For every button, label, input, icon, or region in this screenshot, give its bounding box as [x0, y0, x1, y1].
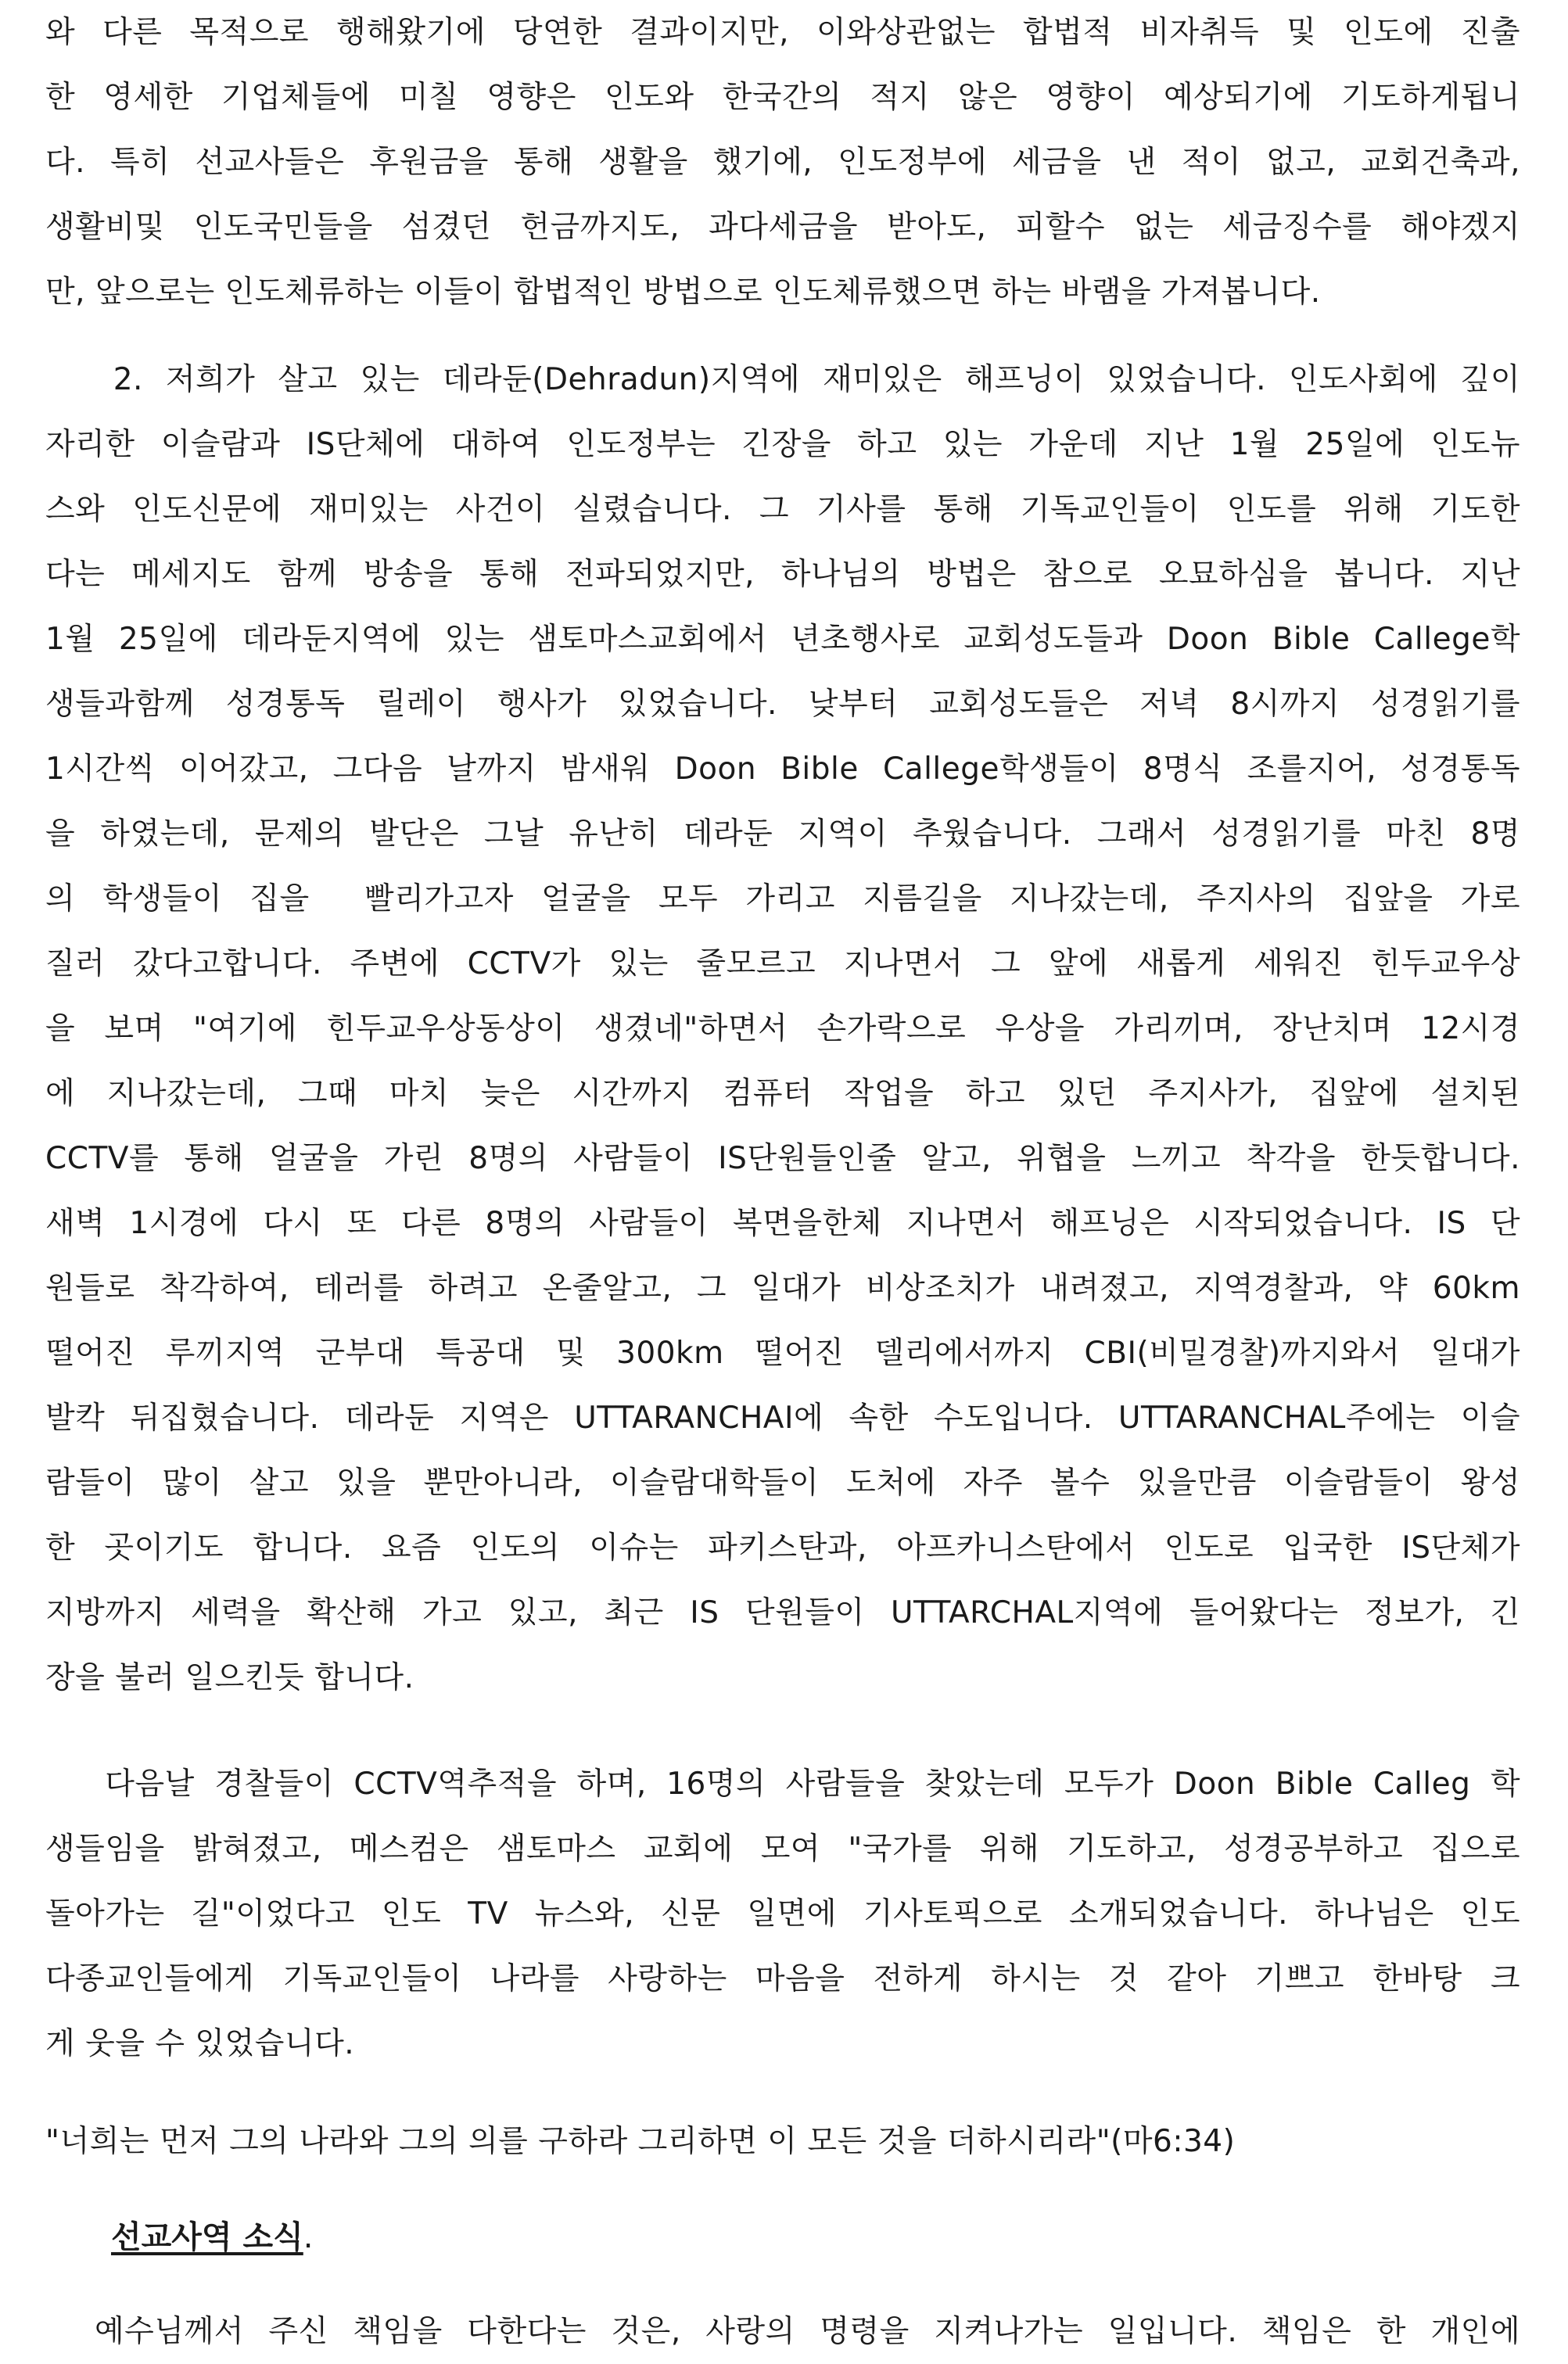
section-heading-period: . [303, 2219, 314, 2255]
section-heading-text: 선교사역 소식 [111, 2219, 303, 2255]
text-line: 1시간씩 이어갔고, 그다음 날까지 밤새워 Doon Bible Callege학생들이 8명식 조를지어, 성경통독 [45, 752, 1520, 787]
paragraph-police-follow-up [45, 1752, 1520, 2076]
bible-quote [45, 2109, 1520, 2174]
text-line: 떨어진 루끼지역 군부대 특공대 및 300km 떨어진 델리에서까지 CBI(비밀경찰)까지와서 일대가 [45, 1336, 1520, 1371]
paragraph-visa-tax [45, 0, 1520, 325]
text-line: 다종교인들에게 기독교인들이 나라를 사랑하는 마음을 전하게 하시는 것 같아 기쁘고 한바탕 크 [45, 1961, 1520, 1996]
text-line: 다는 메세지도 함께 방송을 통해 전파되었지만, 하나님의 방법은 참으로 오묘하심을 봅니다. 지난 [45, 557, 1520, 592]
text-line: 한 곳이기도 합니다. 요즘 인도의 이슈는 파키스탄과, 아프카니스탄에서 인도로 입국한 IS단체가 [45, 1530, 1520, 1566]
text-line: 장을 불러 일으킨듯 합니다. [45, 1660, 414, 1695]
text-line: 원들로 착각하여, 테러를 하려고 온줄알고, 그 일대가 비상조치가 내려졌고, 지역경찰과, 약 60km [45, 1271, 1520, 1306]
text-line: 새벽 1시경에 다시 또 다른 8명의 사람들이 복면을한체 지나면서 해프닝은 시작되었습니다. IS 단 [45, 1206, 1520, 1241]
text-line: 을 보며 "여기에 힌두교우상동상이 생겼네"하면서 손가락으로 우상을 가리끼며, 장난치며 12시경 [45, 1011, 1520, 1046]
text-line: 질러 갔다고합니다. 주변에 CCTV가 있는 줄모르고 지나면서 그 앞에 새롭게 세워진 힌두교우상 [45, 946, 1520, 981]
text-line: 의 학생들이 집을 빨리가고자 얼굴을 모두 가리고 지름길을 지나갔는데, 주지사의 집앞을 가로 [45, 881, 1520, 917]
text-line: CCTV를 통해 얼굴을 가린 8명의 사람들이 IS단원들인줄 알고, 위협을 느끼고 착각을 한듯합니다. [45, 1141, 1520, 1176]
text-line: 람들이 많이 살고 있을 뿐만아니라, 이슬람대학들이 도처에 자주 볼수 있을만큼 이슬람들이 왕성 [45, 1465, 1520, 1501]
text-line: 한 영세한 기업체들에 미칠 영향은 인도와 한국간의 적지 않은 영향이 예상되기에 기도하게됩니 [45, 80, 1520, 115]
paragraph-mission-news [45, 2299, 1520, 2364]
text-line: 만, 앞으로는 인도체류하는 이들이 합법적인 방법으로 인도체류했으면 하는 바램을 가져봅니다. [45, 274, 1321, 310]
text-line: 생들과함께 성경통독 릴레이 행사가 있었습니다. 낮부터 교회성도들은 저녁 8시까지 성경읽기를 [45, 687, 1520, 722]
text-line: 생들임을 밝혀졌고, 메스컴은 샘토마스 교회에 모여 "국가를 위해 기도하고, 성경공부하고 집으로 [45, 1831, 1520, 1867]
text-line: 와 다른 목적으로 행해왔기에 당연한 결과이지만, 이와상관없는 합법적 비자취득 및 인도에 진출 [45, 15, 1520, 50]
text-line: 게 웃을 수 있었습니다. [45, 2026, 355, 2061]
text-line: 다. 특히 선교사들은 후원금을 통해 생활을 했기에, 인도정부에 세금을 낸 적이 없고, 교회건축과, [45, 145, 1520, 180]
text-line: 발칵 뒤집혔습니다. 데라둔 지역은 UTTARANCHAI에 속한 수도입니다. UTTARANCHAL주에는 이슬 [45, 1401, 1520, 1436]
text-line: 1월 25일에 데라둔지역에 있는 샘토마스교회에서 년초행사로 교회성도들과 Doon Bible Callege학 [45, 622, 1520, 657]
quote-text: "너희는 먼저 그의 나라와 그의 의를 구하라 그리하면 이 모든 것을 더하시리라"(마6:34) [45, 2124, 1236, 2159]
text-line: 예수님께서 주신 책임을 다한다는 것은, 사랑의 명령을 지켜나가는 일입니다. 책임은 한 개인에 [45, 2314, 1520, 2349]
text-line: 생활비및 인도국민들을 섬겼던 헌금까지도, 과다세금을 받아도, 피할수 없는 세금징수를 해야겠지 [45, 210, 1520, 245]
text-line: 돌아가는 길"이었다고 인도 TV 뉴스와, 신문 일면에 기사토픽으로 소개되었습니다. 하나님은 인도 [45, 1896, 1520, 1932]
text-line: 자리한 이슬람과 IS단체에 대하여 인도정부는 긴장을 하고 있는 가운데 지난 1월 25일에 인도뉴 [45, 427, 1520, 462]
paragraph-dehradun-incident [45, 347, 1520, 1710]
text-line: 을 하였는데, 문제의 발단은 그날 유난히 데라둔 지역이 추웠습니다. 그래서 성경읽기를 마친 8명 [45, 816, 1520, 852]
text-line: 에 지나갔는데, 그때 마치 늦은 시간까지 컴퓨터 작업을 하고 있던 주지사가, 집앞에 설치된 [45, 1076, 1520, 1111]
text-line: 지방까지 세력을 확산해 가고 있고, 최근 IS 단원들이 UTTARCHAL지역에 들어왔다는 정보가, 긴 [45, 1595, 1520, 1630]
section-heading [111, 2205, 1568, 2270]
text-line: 다음날 경찰들이 CCTV역추적을 하며, 16명의 사람들을 찾았는데 모두가 Doon Bible Calleg 학 [45, 1767, 1520, 1802]
text-line: 스와 인도신문에 재미있는 사건이 실렸습니다. 그 기사를 통해 기독교인들이 인도를 위해 기도한 [45, 492, 1520, 527]
text-line: 2. 저희가 살고 있는 데라둔(Dehradun)지역에 재미있은 해프닝이 있었습니다. 인도사회에 깊이 [45, 362, 1520, 397]
